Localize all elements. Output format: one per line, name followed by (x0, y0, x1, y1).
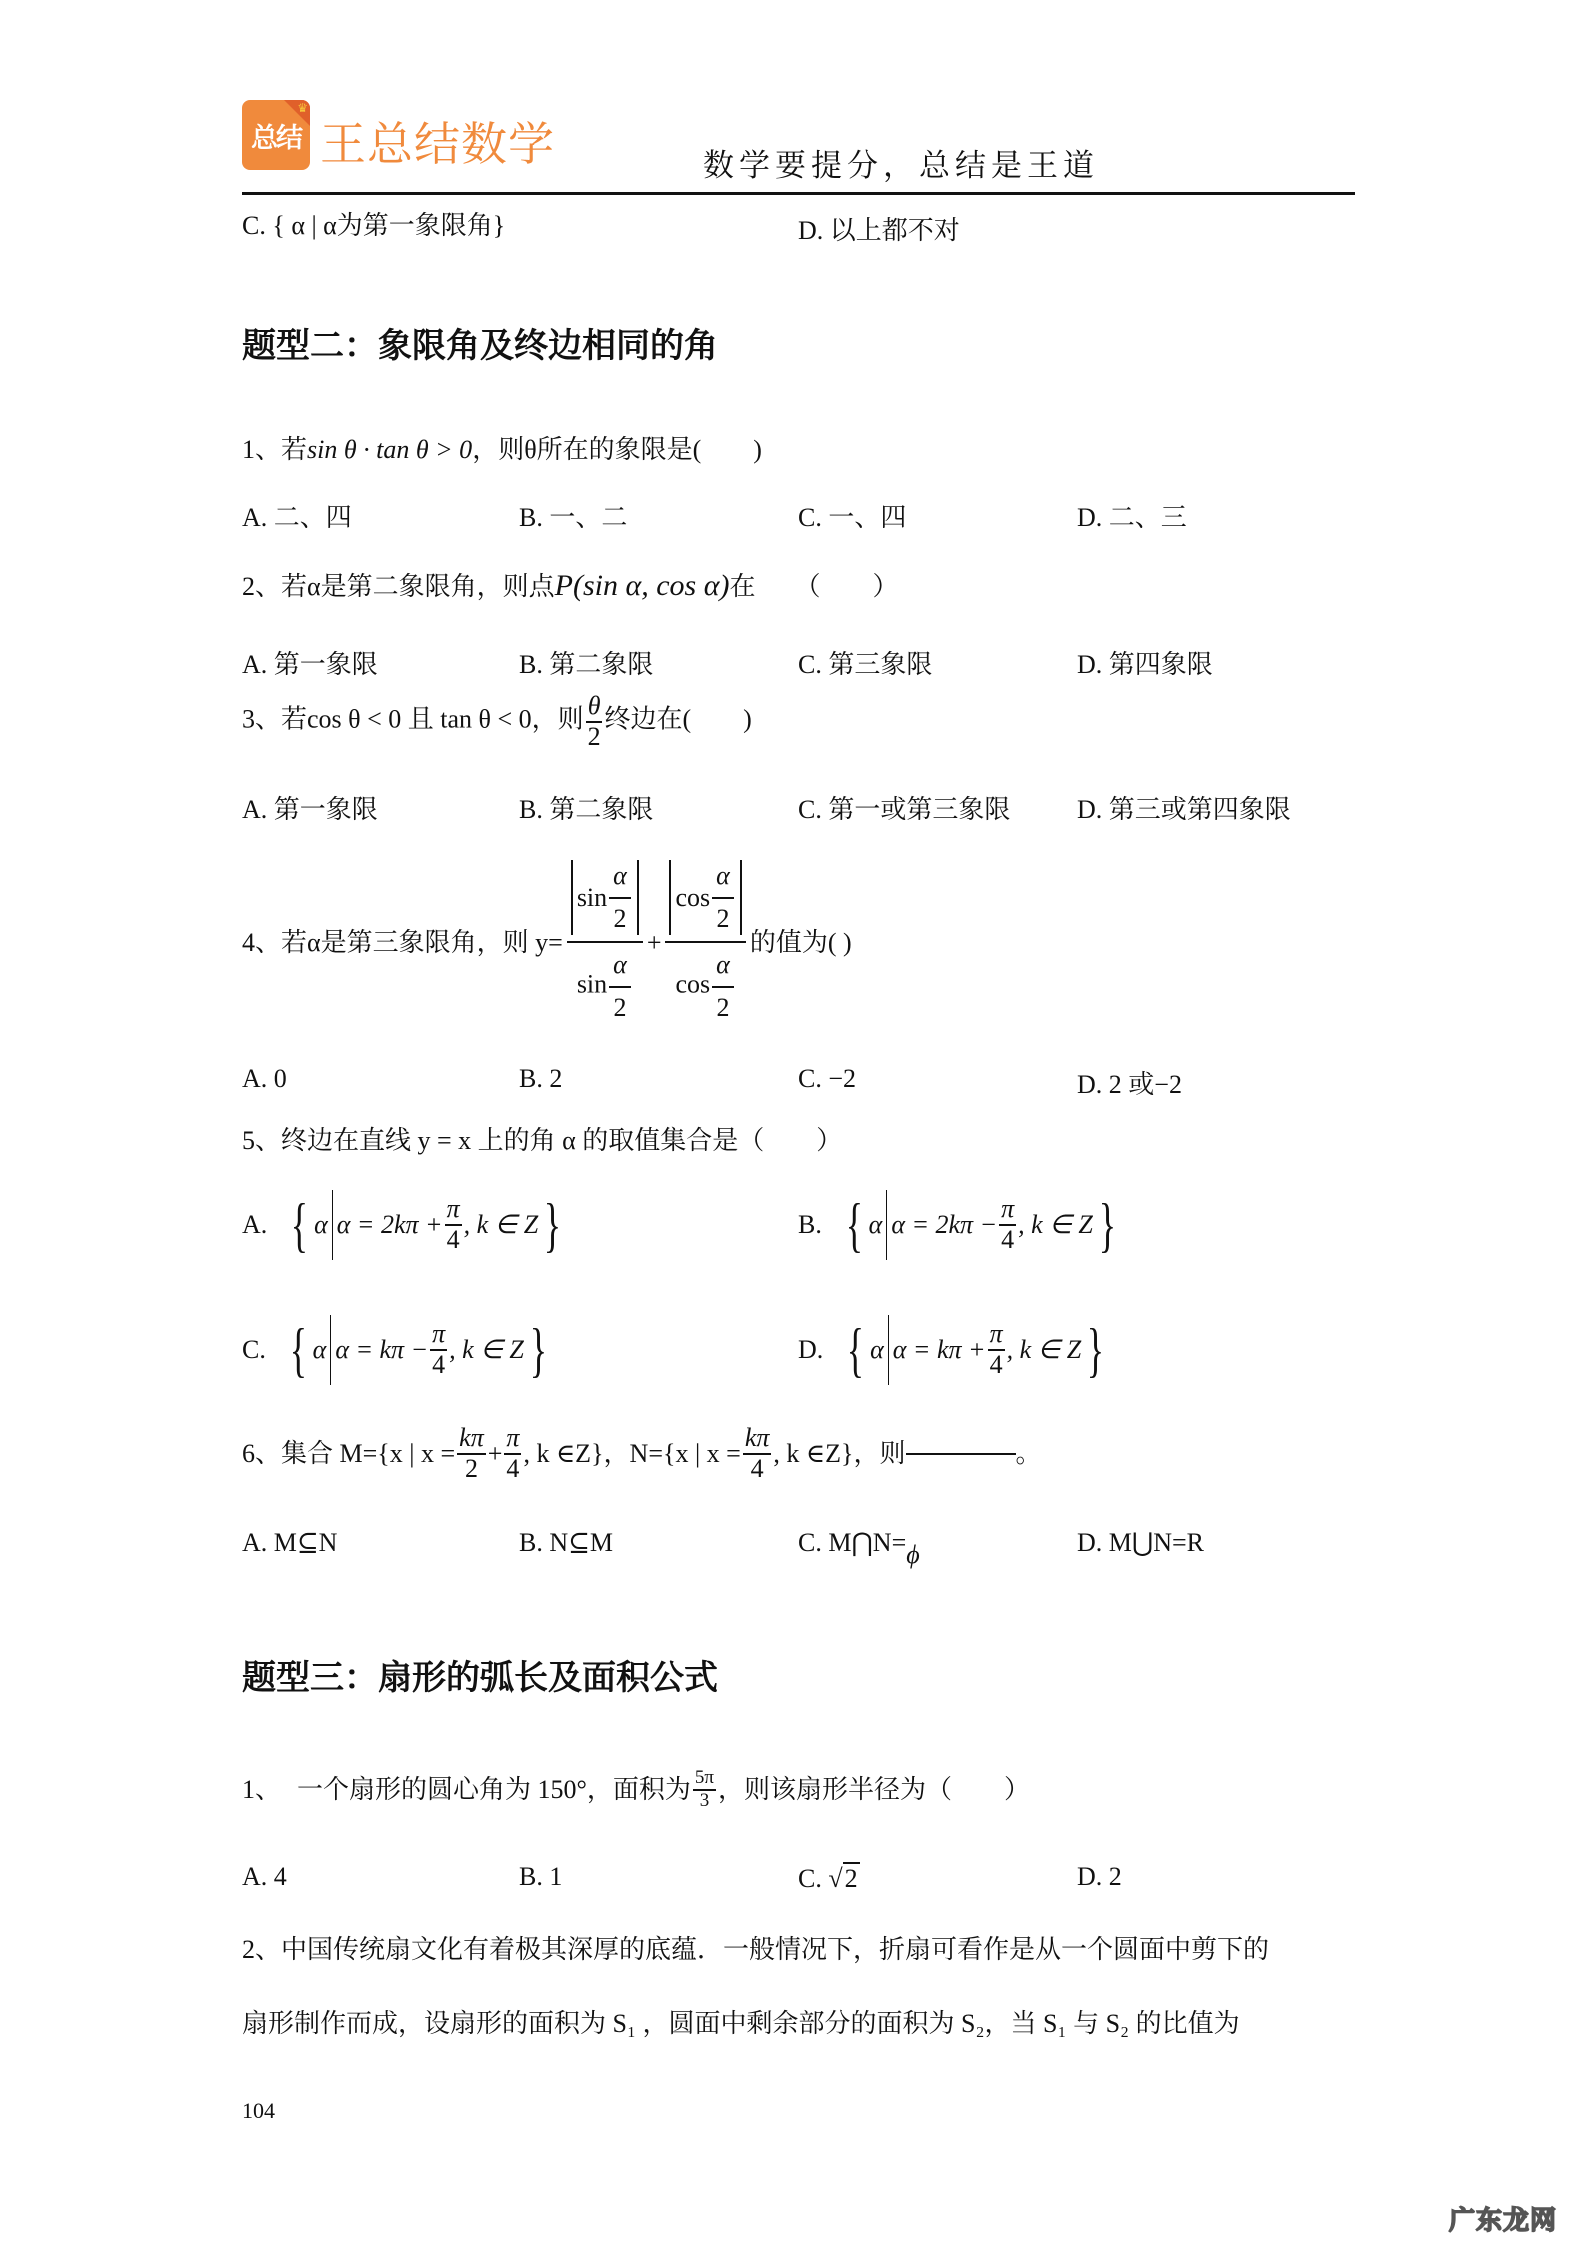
q-text-line1: 中国传统扇文化有着极其深厚的底蕴．一般情况下，折扇可看作是从一个圆面中剪下的 (281, 1935, 1270, 1964)
half-alpha (712, 949, 734, 1024)
q-math: sin θ · tan θ > 0 (307, 435, 473, 464)
q2-option-b: B. 第二象限 (519, 650, 654, 679)
question-2-3 (242, 692, 752, 751)
q5-option-d (798, 1315, 1110, 1385)
half-alpha (609, 860, 631, 935)
frac-den: 4 (506, 1453, 520, 1483)
frac-num: π (988, 1320, 1005, 1351)
frac-num: kπ (457, 1424, 486, 1455)
section-title-3: 题型三：扇形的弧长及面积公式 (242, 1658, 718, 1698)
brace-right: } (544, 1191, 562, 1258)
brace-right: } (529, 1316, 547, 1383)
section-title-2: 题型二：象限角及终边相同的角 (242, 326, 718, 366)
question-2-2 (242, 568, 898, 604)
q-stem-post: ，则θ所在的象限是( ) (472, 435, 762, 464)
crown-icon: ♛ (297, 101, 308, 115)
fraction-sin (567, 858, 643, 1026)
frac-num: kπ (743, 1424, 772, 1455)
answer-blank[interactable] (906, 1453, 1016, 1455)
brace-right: } (1098, 1191, 1116, 1258)
question-3-1 (242, 1768, 1030, 1812)
question-2-5 (242, 1125, 842, 1156)
question-3-2-line2: 扇形制作而成，设扇形的面积为 S₁ ，圆面中剩余部分的面积为 S₂，当 S₁ 与 S₂ 的比值为 (242, 2009, 1240, 2038)
expr-post: , k ∈ Z (1006, 1335, 1082, 1364)
q-stem-post: ，则该扇形半径为（ ） (718, 1775, 1031, 1805)
q-num: 2、 (242, 572, 282, 601)
fn-cos: cos (675, 883, 711, 912)
frac-num: π (430, 1320, 447, 1351)
frac-num: α (609, 860, 631, 899)
frac-num: α (609, 949, 631, 988)
fn-sin: sin (576, 883, 608, 912)
expr-post: , k ∈ Z (463, 1210, 539, 1239)
option-label: C. (242, 1335, 266, 1364)
expr-post: , k ∈ Z (1018, 1210, 1093, 1239)
abs-value (669, 860, 741, 935)
option-text: C. M⋂N= (798, 1528, 907, 1557)
q-num: 3、 (242, 704, 282, 734)
pi-over-4 (430, 1320, 447, 1379)
pi-over-4 (445, 1195, 462, 1254)
option-label: B. (798, 1210, 822, 1239)
brace-left: { (847, 1316, 865, 1383)
page-number: 104 (242, 2098, 275, 2123)
frac-den: 4 (1001, 1225, 1015, 1254)
frac-den: 2 (613, 903, 627, 933)
q-stem-post: , k ∈Z}，则 (773, 1439, 906, 1468)
q1-option-d: D. 二、三 (1077, 503, 1187, 532)
q1-option-b: B. 一、二 (519, 503, 628, 532)
set-bar (332, 1190, 333, 1260)
half-alpha (609, 949, 631, 1024)
brace-left: { (291, 1191, 309, 1258)
prev-option-c: C. { α | α为第一象限角} (242, 211, 506, 240)
q-tail: 。 (1015, 1439, 1042, 1468)
frac-den: 4 (989, 1350, 1003, 1379)
frac-den: 4 (432, 1350, 446, 1379)
prev-option-d: D. 以上都不对 (798, 216, 960, 245)
q-num: 1、 (242, 435, 282, 464)
q6-option-d: D. M⋃N=R (1077, 1528, 1205, 1557)
q-num: 4、 (242, 927, 282, 957)
s3q1-option-d: D. 2 (1077, 1862, 1122, 1891)
set-var: α (870, 1335, 884, 1364)
q1-option-a: A. 二、四 (242, 503, 352, 532)
set-var: α (868, 1210, 883, 1239)
fn-cos: cos (675, 969, 711, 999)
expr-pre: α = 2kπ + (336, 1210, 443, 1239)
q2-option-d: D. 第四象限 (1077, 650, 1213, 679)
question-2-6: 6、 集合 M={x | x = $\frac{k\pi}{2}$ + $\frac{\pi}{4}$ , k ∈Z}，N={x | x = $\frac{k\pi}{4}$ , k ∈Z}，则 。 (242, 1423, 1042, 1483)
q-stem-pre: 集合 M={x | x = (281, 1439, 456, 1468)
option-label: D. (798, 1335, 824, 1364)
q1-option-c: C. 一、四 (798, 503, 907, 532)
question-2-4 (242, 858, 852, 1026)
q3-option-d: D. 第三或第四象限 (1077, 795, 1291, 824)
q-stem-post: 终边在( ) (604, 704, 752, 734)
q-stem-pre: 若α是第二象限角，则点 (281, 572, 555, 601)
frac-den: 2 (464, 1453, 478, 1483)
frac-num: α (712, 860, 734, 899)
set-var: α (312, 1335, 327, 1364)
s3q1-option-b: B. 1 (519, 1862, 563, 1891)
fraction-cos (665, 858, 745, 1026)
set-var: α (314, 1210, 328, 1239)
brace-left: { (289, 1316, 307, 1383)
empty-set-symbol: ϕ (906, 1540, 920, 1569)
header-divider (242, 192, 1355, 195)
logo-badge (242, 100, 310, 170)
logo-text: 王总结数学 (320, 117, 555, 171)
expr-pre: α = 2kπ − (891, 1210, 998, 1239)
q5-option-c (242, 1315, 553, 1385)
fraction (743, 1424, 772, 1483)
q2-option-a: A. 第一象限 (242, 650, 378, 679)
expr-post: , k ∈ Z (449, 1335, 524, 1364)
frac-num: α (712, 949, 734, 988)
frac-num: π (504, 1424, 521, 1455)
expr-pre: α = kπ + (892, 1335, 986, 1364)
slogan: 数学要提分，总结是王道 (703, 148, 1099, 184)
q-num: 6、 (242, 1439, 282, 1468)
option-text: C. (798, 1864, 829, 1893)
option-label: A. (242, 1210, 268, 1239)
frac-num: θ (586, 692, 603, 723)
expr-pre: α = kπ − (335, 1335, 429, 1364)
q3-option-b: B. 第二象限 (519, 795, 654, 824)
q3-option-a: A. 第一象限 (242, 795, 378, 824)
set-bar (330, 1315, 331, 1385)
q4-option-b: B. 2 (519, 1064, 563, 1093)
watermark: 广东龙网 (1448, 2206, 1557, 2236)
brace-right: } (1087, 1316, 1105, 1383)
q6-option-b: B. N⊆M (519, 1528, 614, 1557)
q-stem-post: 在 （ ） (729, 572, 899, 601)
fraction (457, 1424, 486, 1483)
q-num: 5、 (242, 1126, 282, 1155)
frac-num: π (445, 1195, 462, 1226)
brace-left: { (845, 1191, 863, 1258)
frac-den: 4 (750, 1453, 764, 1483)
set-bar (888, 1315, 889, 1385)
q-num: 1、 (242, 1775, 282, 1805)
q4-option-c: C. −2 (798, 1064, 857, 1093)
frac-den: 2 (587, 721, 601, 751)
pi-over-4 (999, 1195, 1016, 1254)
fraction (504, 1424, 521, 1483)
q-stem-pre: 若 (281, 435, 308, 464)
q-stem-pre: 若cos θ < 0 且 tan θ < 0，则 (281, 704, 584, 734)
q6-option-c (798, 1528, 920, 1569)
q-mid: , k ∈Z}，N={x | x = (523, 1439, 741, 1468)
q5-option-b (798, 1190, 1122, 1260)
q-stem-post: 的值为( ) (749, 927, 852, 957)
sqrt-radicand: 2 (844, 1864, 858, 1893)
s3q1-option-a: A. 4 (242, 1862, 287, 1891)
plus-sign: + (646, 927, 662, 957)
q5-option-a (242, 1190, 567, 1260)
pi-over-4 (988, 1320, 1005, 1379)
s3q1-option-c: C. √2 (798, 1864, 858, 1893)
abs-value (571, 860, 639, 935)
q2-option-c: C. 第三象限 (798, 650, 933, 679)
half-alpha (712, 860, 734, 935)
question-2-1 (242, 434, 762, 465)
frac-den: 2 (613, 992, 627, 1022)
fn-sin: sin (576, 969, 608, 999)
frac-den: 2 (716, 903, 730, 933)
q3-option-c: C. 第一或第三象限 (798, 795, 1011, 824)
frac-num: 5π (693, 1768, 716, 1791)
set-bar (886, 1190, 887, 1260)
question-3-2-line1 (242, 1934, 1269, 1965)
frac-num: π (999, 1195, 1016, 1226)
q4-option-a: A. 0 (242, 1064, 287, 1093)
q-stem-pre: 一个扇形的圆心角为 150°，面积为 (297, 1775, 691, 1805)
q-math: P(sin α, cos α) (554, 569, 730, 602)
q-stem-pre: 若α是第三象限角，则 y= (281, 927, 563, 957)
frac-den: 2 (716, 992, 730, 1022)
q-stem: 终边在直线 y = x 上的角 α 的取值集合是（ ） (281, 1126, 843, 1155)
logo-badge-text: 总结 (251, 122, 301, 154)
fraction (693, 1768, 716, 1812)
fraction (586, 692, 603, 751)
q4-option-d: D. 2 或−2 (1077, 1070, 1182, 1099)
frac-den: 4 (446, 1225, 460, 1254)
q6-option-a: A. M⊆N (242, 1528, 338, 1557)
q-num: 2、 (242, 1935, 282, 1964)
frac-den: 3 (699, 1789, 710, 1811)
